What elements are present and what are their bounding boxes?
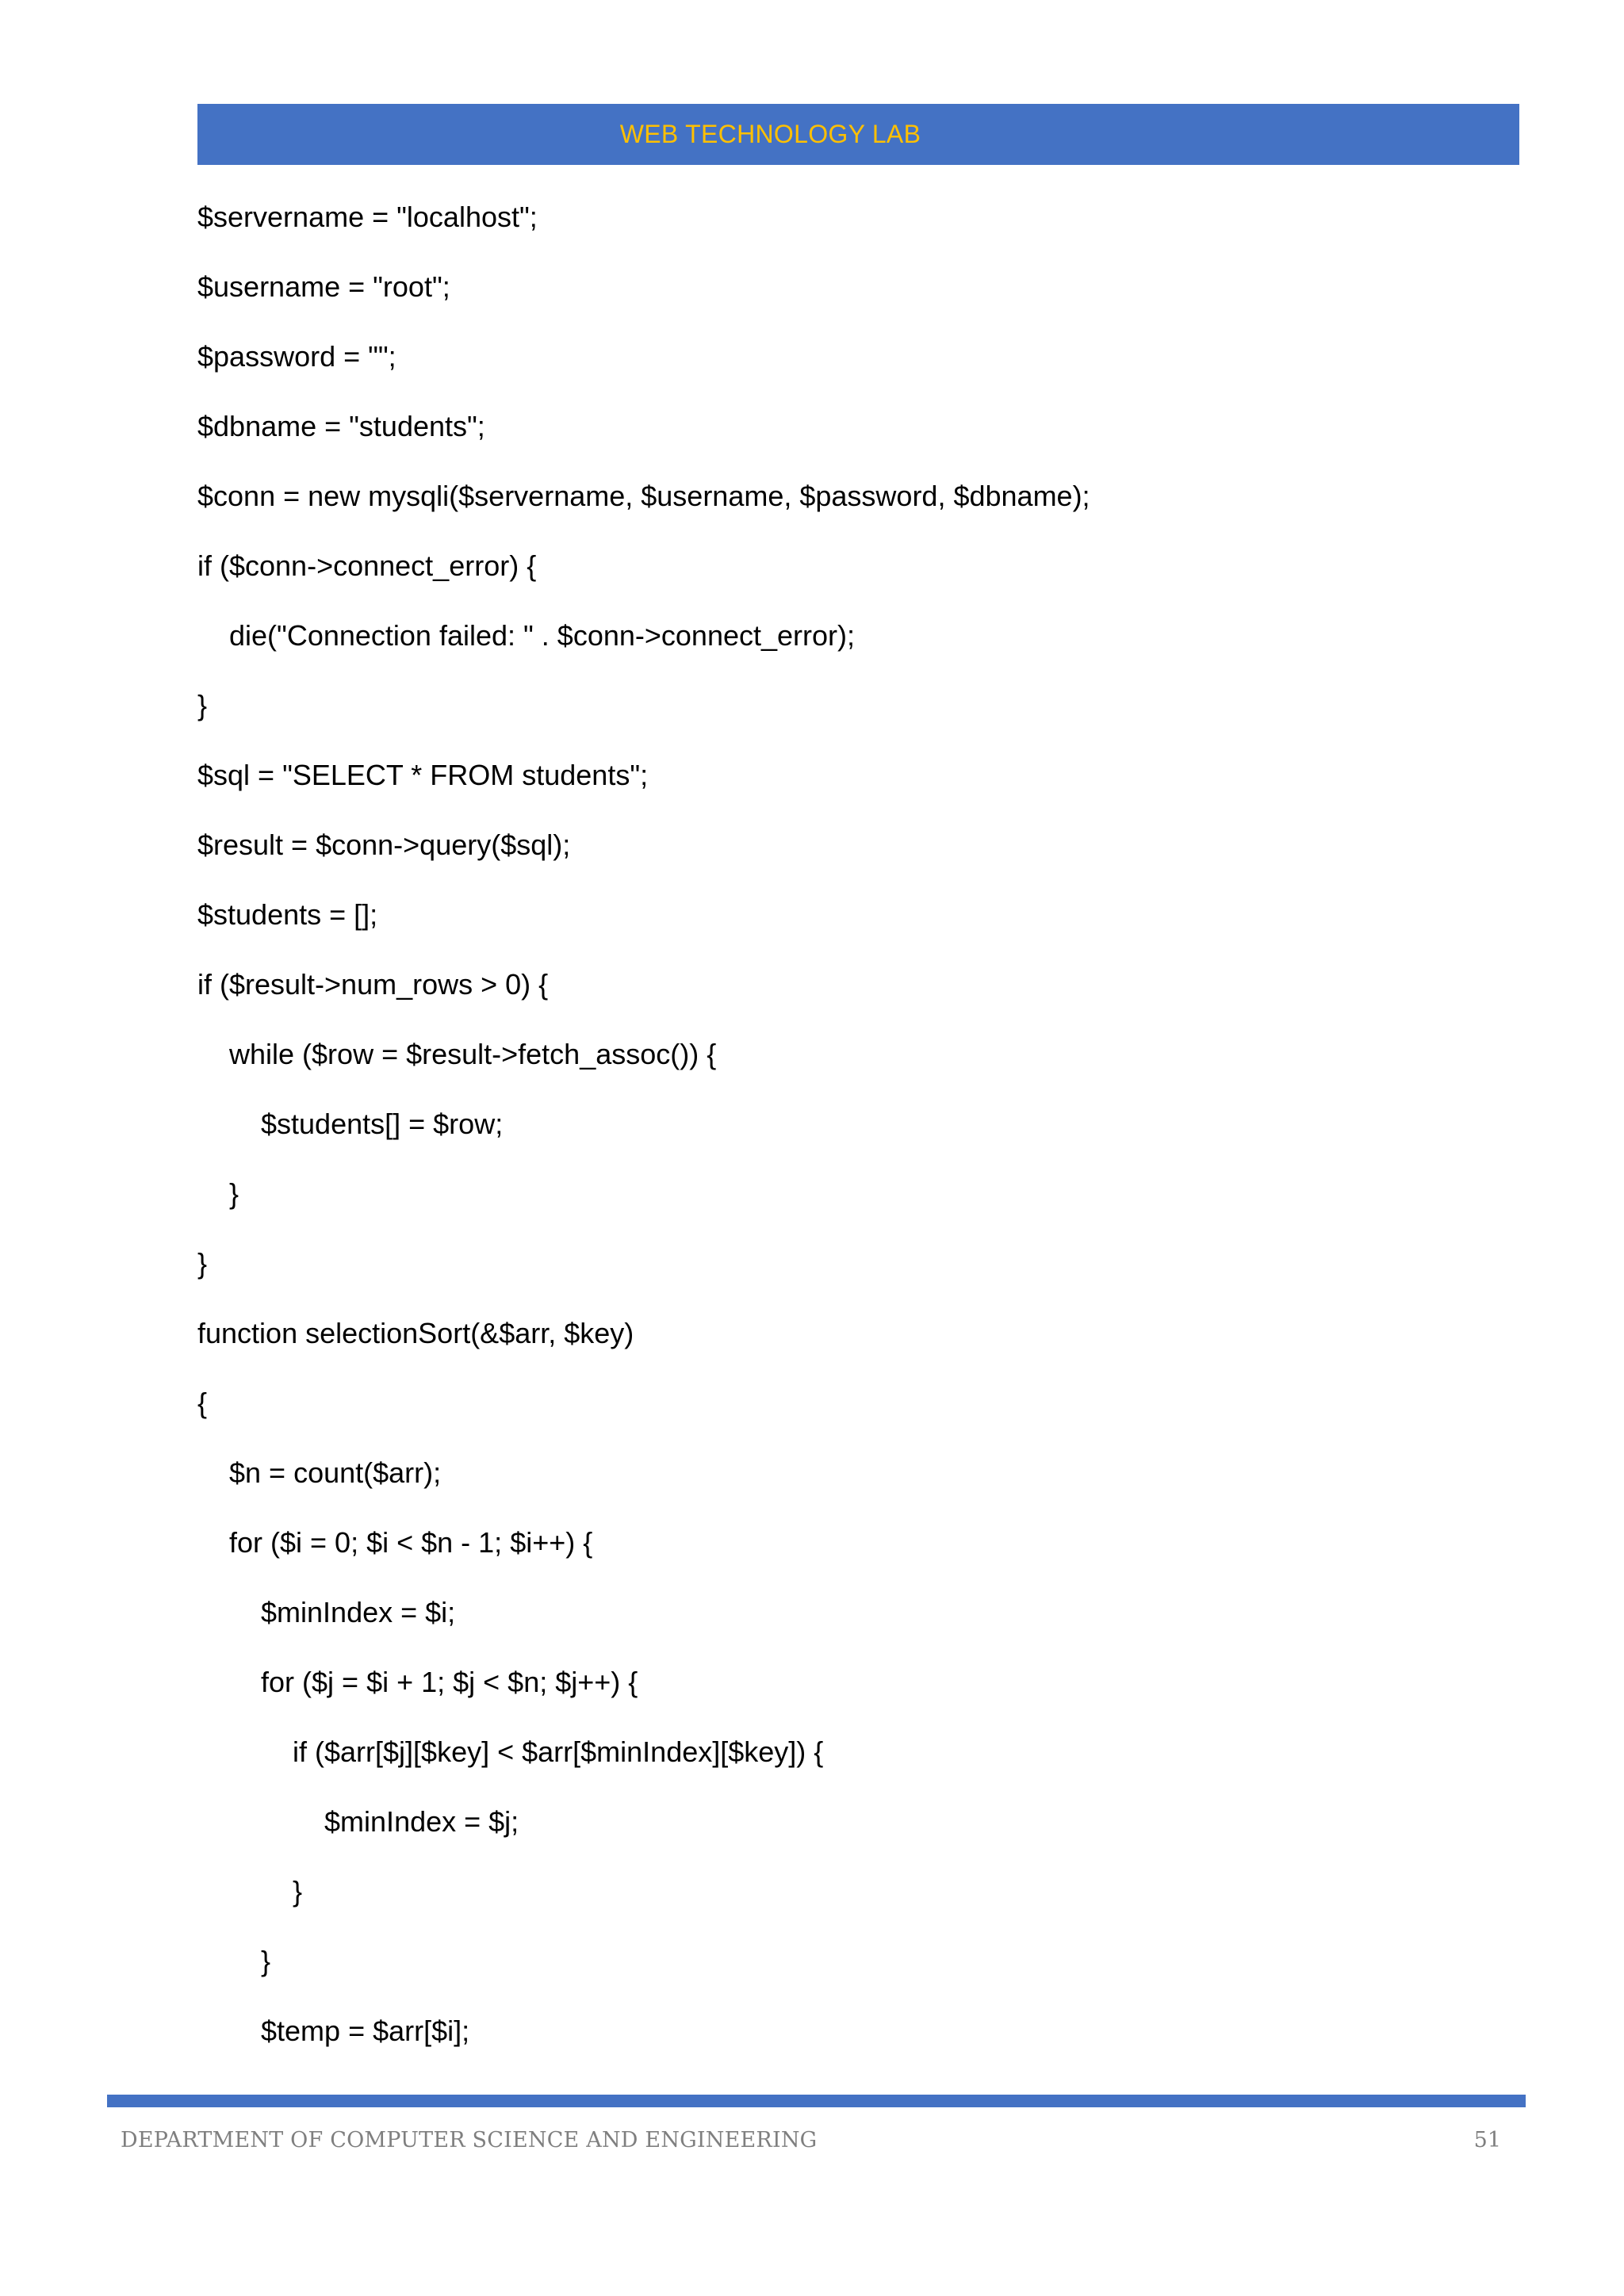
footer-department: DEPARTMENT OF COMPUTER SCIENCE AND ENGINEERING [121,2128,818,2152]
code-line: $students = []; [197,898,378,931]
code-line: if ($arr[$j][$key] < $arr[$minIndex][$key]) { [197,1735,824,1768]
code-line: $minIndex = $j; [197,1805,519,1838]
header-bar [197,104,1519,165]
code-line: } [197,689,208,721]
footer-divider [107,2095,1526,2107]
code-line: for ($j = $i + 1; $j < $n; $j++) { [197,1666,638,1698]
code-line: if ($conn->connect_error) { [197,549,537,582]
code-line: $conn = new mysqli($servername, $username, $password, $dbname); [197,480,1090,512]
code-line: } [197,1875,303,1908]
code-line: { [197,1387,208,1419]
code-line: } [197,1945,271,1977]
page-header-title: WEB TECHNOLOGY LAB [619,120,921,148]
code-line: $sql = "SELECT * FROM students"; [197,759,649,791]
code-listing [197,197,1514,2081]
code-line: $dbname = "students"; [197,410,485,442]
page-number: 51 [1473,2128,1501,2152]
code-line: $servername = "localhost"; [197,201,538,233]
code-line: } [197,1177,239,1210]
code-line: } [197,1247,208,1280]
code-line: function selectionSort(&$arr, $key) [197,1317,634,1349]
code-line: if ($result->num_rows > 0) { [197,968,549,1001]
code-line: $result = $conn->query($sql); [197,828,571,861]
code-line: while ($row = $result->fetch_assoc()) { [197,1038,717,1070]
code-line: $n = count($arr); [197,1456,442,1489]
code-line: $students[] = $row; [197,1108,504,1140]
code-line: die("Connection failed: " . $conn->connect_error); [197,619,856,652]
code-line: $minIndex = $i; [197,1596,456,1628]
code-line: for ($i = 0; $i < $n - 1; $i++) { [197,1526,593,1559]
code-line: $temp = $arr[$i]; [197,2015,470,2047]
code-line: $username = "root"; [197,270,450,303]
code-line: $password = ""; [197,340,396,373]
